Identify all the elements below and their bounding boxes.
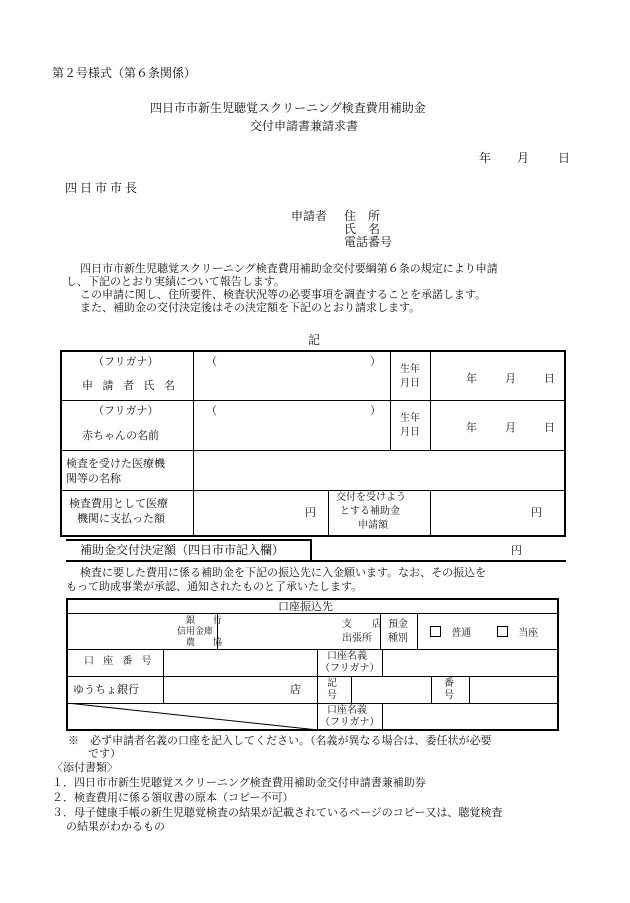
request-label-1: 交付を受けよう xyxy=(336,492,406,503)
holder-label-1: 口座名義 xyxy=(327,651,367,662)
holder-label-4: （フリガナ） xyxy=(320,717,380,728)
birth-month-2: 月 xyxy=(505,421,516,434)
branch-label-1: 支 店 xyxy=(342,619,382,630)
institution-label-1: 検査を受けた医療機 xyxy=(66,457,165,470)
note-line-2: です） xyxy=(88,747,121,760)
ordinary-checkbox[interactable] xyxy=(430,626,441,637)
attachment-item-3: ３．母子健康手帳の新生児聴覚検査の結果が記載されているページのコピー又は、聴覚検査 xyxy=(52,806,503,819)
furigana-label-1: （フリガナ） xyxy=(93,355,159,368)
attachment-item-1: １．四日市市新生児聴覚スクリーニング検査費用補助金交付申請書兼補助券 xyxy=(52,776,426,789)
kigo-label-2: 号 xyxy=(327,690,337,701)
applicant-label: 申請者 xyxy=(291,209,328,223)
body-line-4: また、補助金の交付決定後はその決定額を下記のとおり請求します。 xyxy=(80,301,421,314)
yucho-label: ゆうちょ銀行 xyxy=(73,683,139,696)
current-label: 当座 xyxy=(518,628,539,639)
birth-year-1: 年 xyxy=(466,372,477,385)
transfer-line-1: 検査に要した費用に係る補助金を下記の振込先に入金願います。なお、その振込を xyxy=(80,566,487,579)
account-number-label: 口 座 番 号 xyxy=(84,656,155,667)
form-number: 第２号様式（第６条関係） xyxy=(52,66,197,80)
deposit-type-label-2: 種別 xyxy=(388,633,408,644)
birth-label-2a: 生年 xyxy=(400,413,420,424)
bango-label-1: 番 xyxy=(444,678,454,689)
paid-label-2: 機関に支払った額 xyxy=(77,512,165,525)
date-month: 月 xyxy=(517,151,530,165)
body-line-1: 四日市市新生児聴覚スクリーニング検査費用補助金交付要綱第６条の規定により申請 xyxy=(80,262,498,275)
request-yen: 円 xyxy=(531,506,542,519)
birth-label-2b: 月日 xyxy=(400,427,420,438)
ordinary-option[interactable] xyxy=(430,626,471,640)
attachments-header: 〈添付書類〉 xyxy=(52,761,118,774)
birth-day-2: 日 xyxy=(544,421,555,434)
page-title: 四日市市新生児聴覚スクリーニング検査費用補助金 xyxy=(150,101,426,115)
note-line-1: ※ 必ず申請者名義の口座を記入してください。（名義が異なる場合は、委任状が必要 xyxy=(68,734,492,747)
addressee: 四日市市長 xyxy=(65,181,141,195)
request-label-3: 申請額 xyxy=(358,520,388,531)
bank-table-title: 口座振込先 xyxy=(278,600,333,613)
paren-open-2: （ xyxy=(206,404,217,417)
birth-day-1: 日 xyxy=(544,372,555,385)
paren-close-1: ） xyxy=(370,355,381,368)
furigana-label-2: （フリガナ） xyxy=(93,404,159,417)
date-year: 年 xyxy=(479,151,492,165)
bank-type-nokyo: 農 協 xyxy=(186,638,223,648)
institution-label-2: 関等の名称 xyxy=(66,472,121,485)
birth-label-1b: 月日 xyxy=(400,378,420,389)
paid-label-1: 検査費用として医療 xyxy=(69,497,168,510)
applicant-name-cell-label: 申 請 者 氏 名 xyxy=(82,379,178,392)
holder-label-3: 口座名義 xyxy=(327,705,367,716)
decision-label: 補助金交付決定額（四日市市記入欄） xyxy=(80,543,285,557)
attachment-item-3-cont: の結果がわかるもの xyxy=(66,820,165,833)
ki-heading: 記 xyxy=(308,333,321,347)
ordinary-label: 普通 xyxy=(451,628,472,639)
birth-month-1: 月 xyxy=(505,372,516,385)
paren-open-1: （ xyxy=(206,355,217,368)
transfer-line-2: もって助成事業が承認、通知されたものと了承いたします。 xyxy=(66,580,363,593)
baby-name-cell-label: 赤ちゃんの名前 xyxy=(82,429,159,442)
page-subtitle: 交付申請書兼請求書 xyxy=(250,119,359,133)
current-option[interactable] xyxy=(497,626,538,640)
body-line-3: この申請に関し、住所要件、検査状況等の必要事項を調査することを承諾します。 xyxy=(80,288,487,301)
paid-yen: 円 xyxy=(305,506,316,519)
holder-label-2: （フリガナ） xyxy=(320,663,380,674)
diagonal-strike xyxy=(67,703,318,730)
birth-year-2: 年 xyxy=(466,421,477,434)
current-checkbox[interactable] xyxy=(497,626,508,637)
applicant-phone-label: 電話番号 xyxy=(344,235,393,249)
decision-yen: 円 xyxy=(511,544,522,557)
applicant-name-label: 氏 名 xyxy=(344,222,381,236)
date-day: 日 xyxy=(558,151,571,165)
bank-type-shinkin: 信用金庫 xyxy=(177,627,214,637)
request-label-2: とする補助金 xyxy=(340,506,400,517)
bango-label-2: 号 xyxy=(444,690,454,701)
paren-close-2: ） xyxy=(370,404,381,417)
deposit-type-label-1: 預金 xyxy=(388,619,408,630)
birth-label-1a: 生年 xyxy=(400,364,420,375)
applicant-address-label: 住 所 xyxy=(344,209,381,223)
store-label: 店 xyxy=(290,683,301,696)
body-line-2: し、下記のとおり実績について報告します。 xyxy=(66,275,285,288)
bank-type-ginko: 銀 行 xyxy=(186,616,223,626)
attachment-item-2: ２．検査費用に係る領収書の原本（コピー不可） xyxy=(52,791,294,804)
branch-label-2: 出張所 xyxy=(342,633,372,644)
kigo-label-1: 記 xyxy=(327,678,337,689)
